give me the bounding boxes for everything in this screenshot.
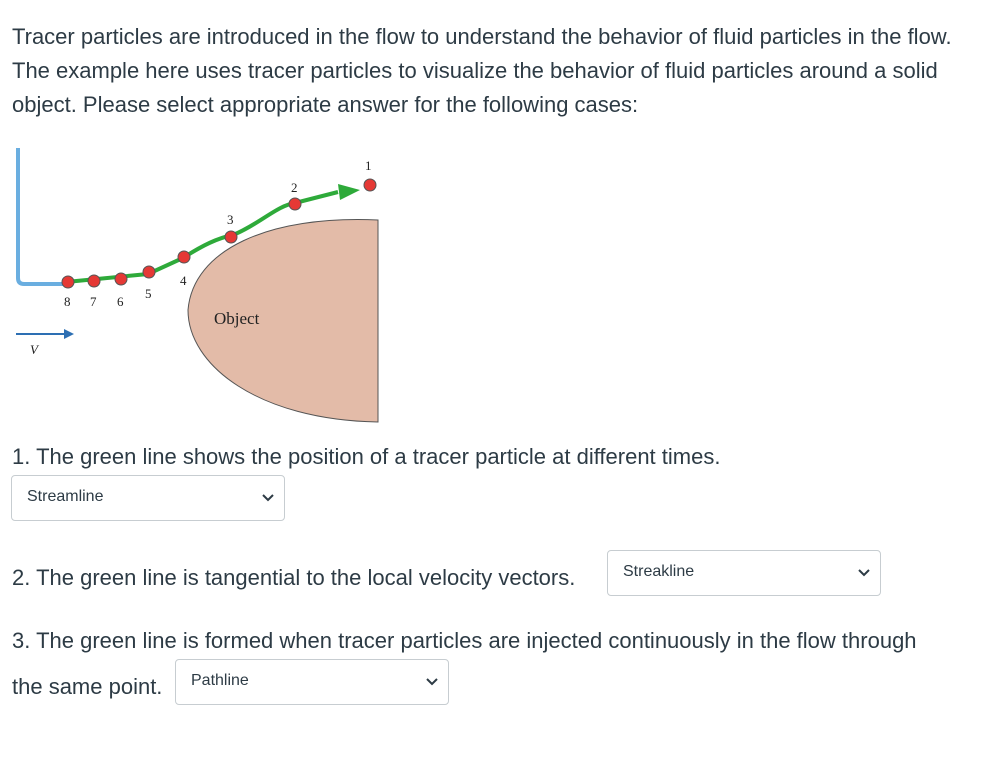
chevron-down-icon (426, 677, 438, 687)
question-1-selected-value: Streamline (27, 488, 104, 505)
question-3-text-line1: 3. The green line is formed when tracer particles are injected continuously in the flow through (12, 628, 917, 653)
particle-7 (88, 275, 100, 287)
question-3-selected-value: Pathline (191, 672, 249, 689)
question-3-text-line2: the same point. (12, 674, 163, 699)
particle-1 (364, 179, 376, 191)
particle-label-1: 1 (365, 158, 372, 173)
particle-6 (115, 273, 127, 285)
intro-text: Tracer particles are introduced in the flow to understand the behavior of fluid particles in the flow. The example here uses tracer particles to visualize the behavior of fluid particles around a solid object. Please select appropriate answer for the following cases: (12, 24, 952, 117)
particle-8 (62, 276, 74, 288)
question-1-text: 1. The green line shows the position of a tracer particle at different times. (12, 444, 721, 469)
question-3-select[interactable] (175, 659, 449, 705)
question-2-select[interactable] (607, 550, 881, 596)
particle-label-8: 8 (64, 294, 71, 309)
particle-label-2: 2 (291, 180, 298, 195)
question-2-selected-value: Streakline (623, 563, 695, 580)
velocity-label: V (30, 342, 38, 357)
particle-5 (143, 266, 155, 278)
particle-label-4: 4 (180, 273, 187, 288)
chevron-down-icon (858, 568, 870, 578)
object-label: Object (214, 309, 260, 328)
particle-2 (289, 198, 301, 210)
question-2-text: 2. The green line is tangential to the local velocity vectors. (12, 565, 576, 590)
question-1-select[interactable] (11, 475, 285, 521)
chevron-down-icon (262, 493, 274, 503)
tracer-figure (8, 140, 388, 430)
particle-label-5: 5 (145, 286, 152, 301)
particle-label-3: 3 (227, 212, 234, 227)
particle-label-7: 7 (90, 294, 97, 309)
particle-label-6: 6 (117, 294, 124, 309)
particle-4 (178, 251, 190, 263)
particle-3 (225, 231, 237, 243)
